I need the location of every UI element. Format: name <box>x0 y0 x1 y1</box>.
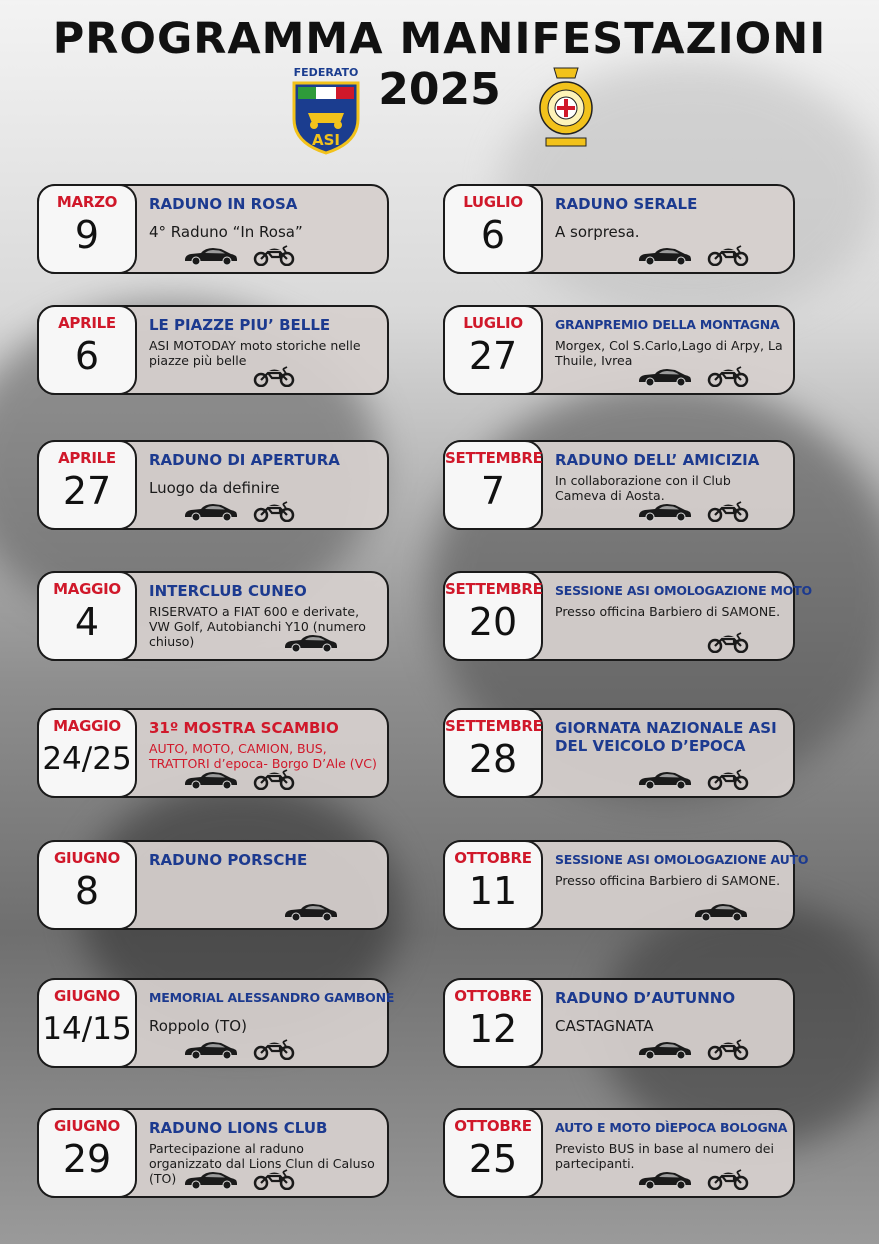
event-month: MAGGIO <box>53 580 121 598</box>
event-day: 28 <box>468 737 518 781</box>
vintage-car-icon <box>637 502 693 522</box>
motorcycle-icon <box>253 1168 295 1190</box>
event-day: 24/25 <box>42 741 132 777</box>
event-date-box <box>443 840 543 930</box>
event-card <box>443 840 809 930</box>
event-title: RADUNO SERALE <box>555 195 698 213</box>
event-title: GRANPREMIO DELLA MONTAGNA <box>555 317 780 332</box>
event-vehicle-icons <box>183 500 295 522</box>
event-date-box <box>443 305 543 395</box>
event-date-box <box>443 1108 543 1198</box>
event-date-box <box>37 708 137 798</box>
event-card <box>37 440 389 530</box>
event-description: CASTAGNATA <box>555 1017 654 1035</box>
event-date-box <box>37 978 137 1068</box>
event-description: Presso officina Barbiero di SAMONE. <box>555 873 781 888</box>
event-day: 6 <box>74 334 100 378</box>
event-title: MEMORIAL ALESSANDRO GAMBONE <box>149 990 395 1005</box>
event-card <box>443 305 795 395</box>
event-month: LUGLIO <box>463 193 523 211</box>
vintage-car-icon <box>637 1170 693 1190</box>
event-month: GIUGNO <box>54 987 120 1005</box>
asi-logo-label: FEDERATO <box>293 66 359 79</box>
event-date-box <box>37 305 137 395</box>
event-card <box>443 440 795 530</box>
event-month: OTTOBRE <box>454 1117 532 1135</box>
vintage-car-icon <box>693 902 749 922</box>
event-description: Previsto BUS in base al numero dei partecipanti. <box>555 1141 774 1171</box>
event-card <box>37 1108 389 1198</box>
asi-federato-logo <box>290 66 362 159</box>
event-month: OTTOBRE <box>454 987 532 1005</box>
event-card <box>443 1108 795 1198</box>
event-title: RADUNO LIONS CLUB <box>149 1119 328 1137</box>
club-emblem-icon <box>538 64 594 152</box>
event-card <box>443 184 795 274</box>
event-date-box <box>37 440 137 530</box>
event-day: 7 <box>480 469 506 513</box>
event-card <box>443 571 812 661</box>
event-title: RADUNO DELL’ AMICIZIA <box>555 451 760 469</box>
event-vehicle-icons <box>637 1038 749 1060</box>
asi-logo-text: ASI <box>312 131 340 149</box>
event-month: SETTEMBRE <box>445 449 543 467</box>
vintage-car-icon <box>283 633 339 653</box>
event-date-box <box>443 184 543 274</box>
event-title: SESSIONE ASI OMOLOGAZIONE AUTO <box>555 852 809 867</box>
event-vehicle-icons <box>693 902 749 922</box>
event-vehicle-icons <box>707 631 749 653</box>
event-day: 11 <box>468 869 518 913</box>
asi-shield-icon <box>290 79 362 155</box>
event-title: AUTO E MOTO DÌEPOCA BOLOGNA <box>555 1120 788 1135</box>
event-description: Morgex, Col S.Carlo,Lago di Arpy, La Thuile, Ivrea <box>555 338 783 368</box>
event-title: SESSIONE ASI OMOLOGAZIONE MOTO <box>555 583 812 598</box>
event-month: APRILE <box>58 314 116 332</box>
motorcycle-icon <box>253 244 295 266</box>
event-day: 20 <box>468 600 518 644</box>
event-card <box>37 708 389 798</box>
event-date-box <box>37 840 137 930</box>
event-vehicle-icons <box>253 365 295 387</box>
vintage-car-icon <box>183 770 239 790</box>
vintage-car-icon <box>283 902 339 922</box>
event-title: RADUNO D’AUTUNNO <box>555 989 736 1007</box>
motorcycle-icon <box>707 1168 749 1190</box>
vintage-car-icon <box>183 246 239 266</box>
event-title: INTERCLUB CUNEO <box>149 582 307 600</box>
event-title: RADUNO DI APERTURA <box>149 451 340 469</box>
event-month: GIUGNO <box>54 849 120 867</box>
event-day: 6 <box>480 213 506 257</box>
vintage-car-icon <box>637 367 693 387</box>
motorcycle-icon <box>707 631 749 653</box>
motorcycle-icon <box>253 1038 295 1060</box>
event-title: RADUNO PORSCHE <box>149 851 308 869</box>
event-card <box>37 305 389 395</box>
event-month: SETTEMBRE <box>445 580 543 598</box>
event-date-box <box>443 978 543 1068</box>
event-description: In collaborazione con il Club Cameva di Aosta. <box>555 473 731 503</box>
motorcycle-icon <box>253 365 295 387</box>
vintage-car-icon <box>183 1170 239 1190</box>
event-vehicle-icons <box>183 768 295 790</box>
event-description: Presso officina Barbiero di SAMONE. <box>555 604 781 619</box>
event-description: A sorpresa. <box>555 223 640 241</box>
event-month: GIUGNO <box>54 1117 120 1135</box>
vintage-car-icon <box>637 770 693 790</box>
event-day: 12 <box>468 1007 518 1051</box>
event-vehicle-icons <box>283 633 339 653</box>
event-vehicle-icons <box>183 1038 295 1060</box>
event-card <box>443 708 795 798</box>
event-vehicle-icons <box>637 244 749 266</box>
motorcycle-icon <box>707 365 749 387</box>
motorcycle-icon <box>707 500 749 522</box>
event-date-box <box>443 708 543 798</box>
event-vehicle-icons <box>637 500 749 522</box>
event-card <box>37 978 395 1068</box>
event-month: SETTEMBRE <box>445 717 543 735</box>
motorcycle-icon <box>253 500 295 522</box>
page-year: 2025 <box>378 64 501 115</box>
event-description: RISERVATO a FIAT 600 e derivate, VW Golf, Autobianchi Y10 (numero chiuso) <box>149 604 366 649</box>
event-card <box>37 840 389 930</box>
event-card <box>443 978 795 1068</box>
event-description: ASI MOTODAY moto storiche nelle piazze più belle <box>149 338 361 368</box>
event-title: RADUNO IN ROSA <box>149 195 298 213</box>
event-card <box>37 184 389 274</box>
event-vehicle-icons <box>637 365 749 387</box>
event-description: 4° Raduno “In Rosa” <box>149 223 303 241</box>
event-vehicle-icons <box>637 768 749 790</box>
event-title: GIORNATA NAZIONALE ASI DEL VEICOLO D’EPOCA <box>555 719 777 755</box>
event-month: MARZO <box>56 193 118 211</box>
event-description: Partecipazione al raduno organizzato dal Lions Clun di Caluso (TO) <box>149 1141 375 1186</box>
event-day: 27 <box>468 334 518 378</box>
event-date-box <box>37 184 137 274</box>
event-date-box <box>443 440 543 530</box>
motorcycle-icon <box>707 768 749 790</box>
event-day: 25 <box>468 1137 518 1181</box>
event-month: OTTOBRE <box>454 849 532 867</box>
event-title: LE PIAZZE PIU’ BELLE <box>149 316 331 334</box>
event-day: 27 <box>62 469 112 513</box>
event-vehicle-icons <box>183 1168 295 1190</box>
motorcycle-icon <box>707 1038 749 1060</box>
vintage-car-icon <box>637 1040 693 1060</box>
event-day: 14/15 <box>42 1011 132 1047</box>
event-vehicle-icons <box>637 1168 749 1190</box>
page-title: PROGRAMMA MANIFESTAZIONI <box>52 14 827 64</box>
event-title: 31º MOSTRA SCAMBIO <box>149 719 339 737</box>
event-month: APRILE <box>58 449 116 467</box>
event-description: AUTO, MOTO, CAMION, BUS, TRATTORI d’epoca- Borgo D’Ale (VC) <box>149 741 377 771</box>
vintage-car-icon <box>183 1040 239 1060</box>
event-vehicle-icons <box>283 902 339 922</box>
event-card <box>37 571 389 661</box>
event-description: Roppolo (TO) <box>149 1017 247 1035</box>
motorcycle-icon <box>253 768 295 790</box>
event-month: MAGGIO <box>53 717 121 735</box>
event-date-box <box>37 1108 137 1198</box>
event-day: 9 <box>74 213 100 257</box>
event-date-box <box>37 571 137 661</box>
event-date-box <box>443 571 543 661</box>
vintage-car-icon <box>637 246 693 266</box>
event-day: 29 <box>62 1137 112 1181</box>
motorcycle-icon <box>707 244 749 266</box>
event-description: Luogo da definire <box>149 479 280 497</box>
event-month: LUGLIO <box>463 314 523 332</box>
vintage-car-icon <box>183 502 239 522</box>
event-vehicle-icons <box>183 244 295 266</box>
event-day: 4 <box>74 600 100 644</box>
event-day: 8 <box>74 869 100 913</box>
